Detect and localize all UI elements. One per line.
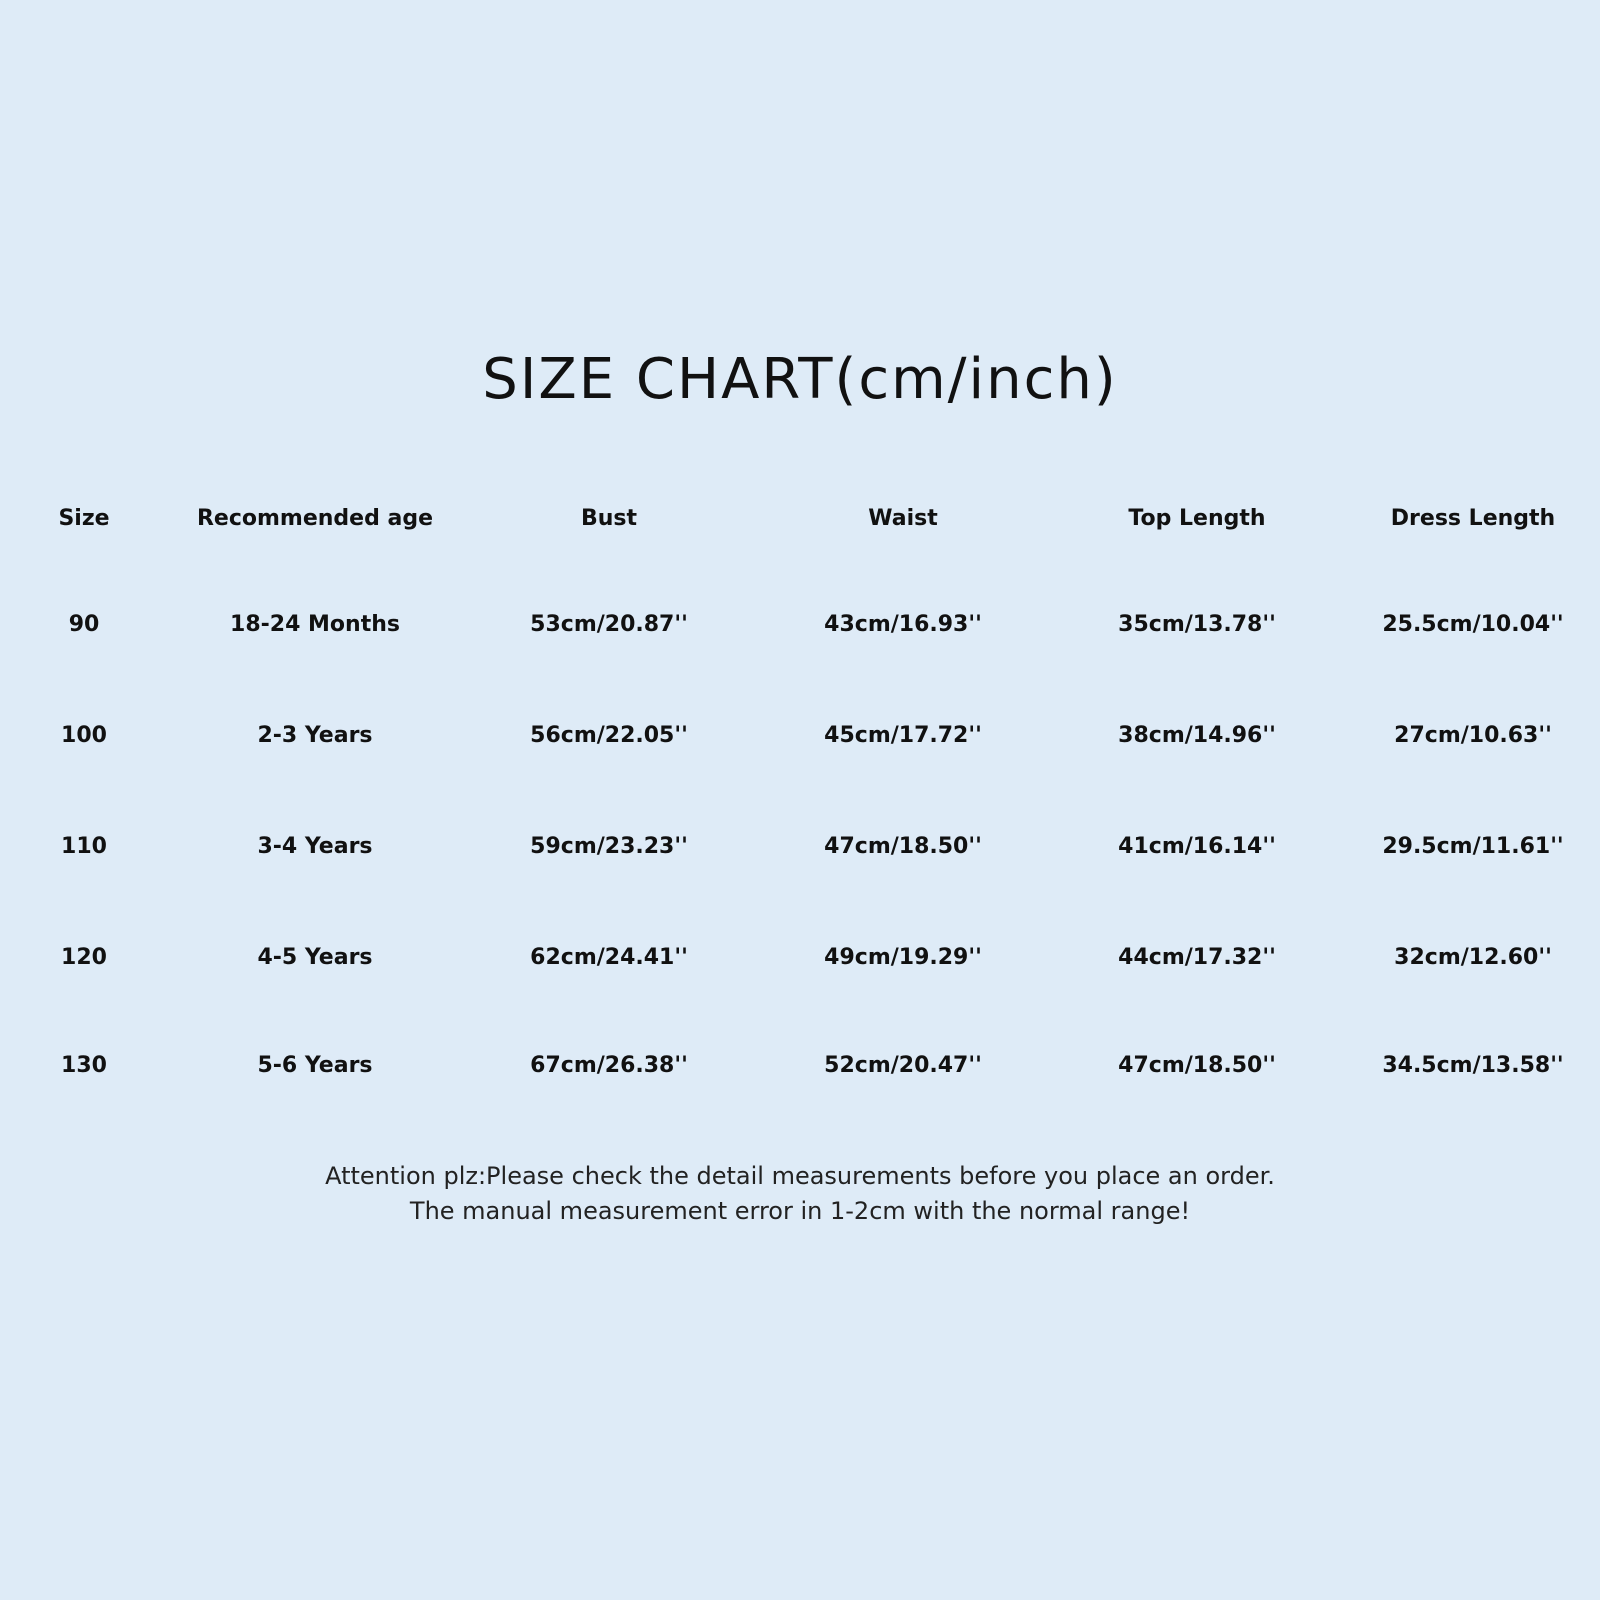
header-recommended-age: Recommended age (196, 506, 434, 531)
table-cell: 62cm/24.41'' (530, 945, 688, 970)
table-cell: 67cm/26.38'' (530, 1053, 688, 1078)
table-cell: 130 (61, 1053, 107, 1078)
table-cell: 34.5cm/13.58'' (1382, 1053, 1564, 1078)
table-cell: 4-5 Years (257, 945, 373, 970)
table-cell: 45cm/17.72'' (824, 723, 982, 748)
table-cell: 90 (68, 612, 100, 637)
header-top-length: Top Length (1128, 506, 1266, 531)
table-cell: 18-24 Months (230, 612, 400, 637)
table-cell: 38cm/14.96'' (1118, 723, 1276, 748)
header-dress-length: Dress Length (1390, 506, 1556, 531)
attention-note-line2: The manual measurement error in 1-2cm with the normal range! (409, 1197, 1191, 1225)
table-cell: 5-6 Years (257, 1053, 373, 1078)
table-cell: 47cm/18.50'' (1118, 1053, 1276, 1078)
table-cell: 41cm/16.14'' (1118, 834, 1276, 859)
table-cell: 3-4 Years (257, 834, 373, 859)
table-cell: 35cm/13.78'' (1118, 612, 1276, 637)
table-cell: 52cm/20.47'' (824, 1053, 982, 1078)
header-waist: Waist (868, 506, 938, 531)
header-bust: Bust (580, 506, 638, 531)
table-cell: 29.5cm/11.61'' (1382, 834, 1564, 859)
table-cell: 49cm/19.29'' (824, 945, 982, 970)
header-size: Size (58, 506, 110, 531)
size-chart-title: SIZE CHART(cm/inch) (482, 347, 1118, 412)
table-cell: 27cm/10.63'' (1394, 723, 1552, 748)
table-cell: 25.5cm/10.04'' (1382, 612, 1564, 637)
table-cell: 32cm/12.60'' (1394, 945, 1552, 970)
table-cell: 44cm/17.32'' (1118, 945, 1276, 970)
table-cell: 59cm/23.23'' (530, 834, 688, 859)
table-cell: 56cm/22.05'' (530, 723, 688, 748)
table-cell: 53cm/20.87'' (530, 612, 688, 637)
table-cell: 100 (61, 723, 107, 748)
attention-note-line1: Attention plz:Please check the detail measurements before you place an order. (325, 1162, 1275, 1190)
table-cell: 2-3 Years (257, 723, 373, 748)
table-cell: 47cm/18.50'' (824, 834, 982, 859)
table-cell: 110 (61, 834, 107, 859)
table-cell: 43cm/16.93'' (824, 612, 982, 637)
table-cell: 120 (61, 945, 107, 970)
